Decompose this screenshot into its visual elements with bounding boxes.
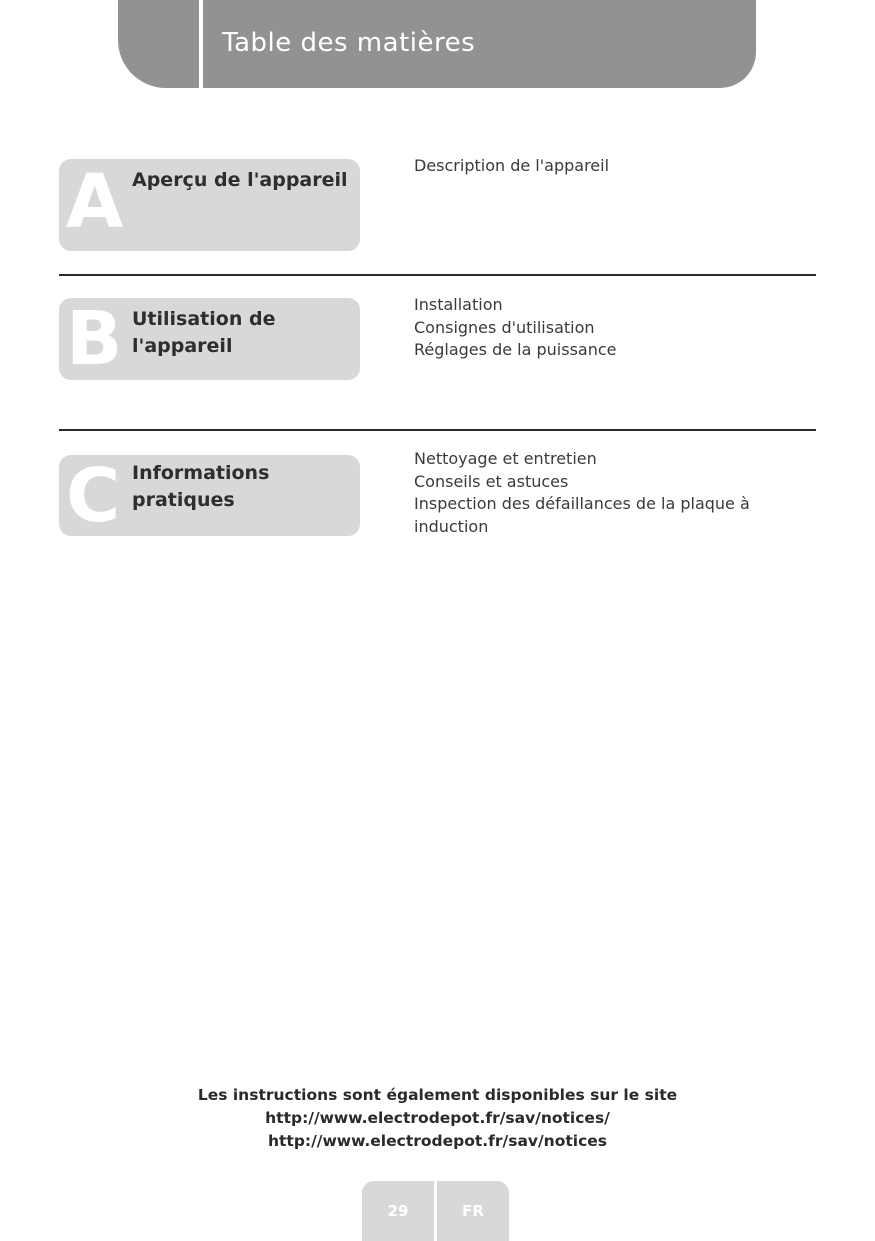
section-b-items [414,294,794,362]
footer-note [0,1084,875,1153]
section-divider [59,274,816,276]
section-a-letter: A [66,159,124,245]
section-b-item: Installation [414,295,503,314]
language-tab: FR [437,1181,509,1241]
footer-line: Les instructions sont également disponibles sur le site [197,1086,678,1104]
section-c-items [414,448,784,538]
section-c-item: Nettoyage et entretien [414,449,597,468]
footer-link: http://www.electrodepot.fr/sav/notices/ [265,1109,610,1127]
section-c-item: Conseils et astuces [414,471,569,491]
section-c-letter: C [66,453,121,539]
section-c-item: Inspection des défaillances de la plaque à induction [414,494,750,536]
section-a-item: Description de l'appareil [414,156,610,175]
page-number: 29 [362,1181,434,1241]
section-b-item: Réglages de la puissance [414,340,617,359]
section-divider [59,429,816,431]
section-a-title: Aperçu de l'appareil [132,169,348,191]
page-title: Table des matières [222,28,476,58]
section-b-item: Consignes d'utilisation [414,317,595,337]
section-b-letter: B [66,296,123,382]
footer-link: http://www.electrodepot.fr/sav/notices [267,1132,608,1150]
section-c-title: Informations pratiques [132,462,270,511]
section-a-items [414,155,794,178]
header-divider [199,0,203,88]
section-b-title: Utilisation de l'appareil [132,308,276,357]
